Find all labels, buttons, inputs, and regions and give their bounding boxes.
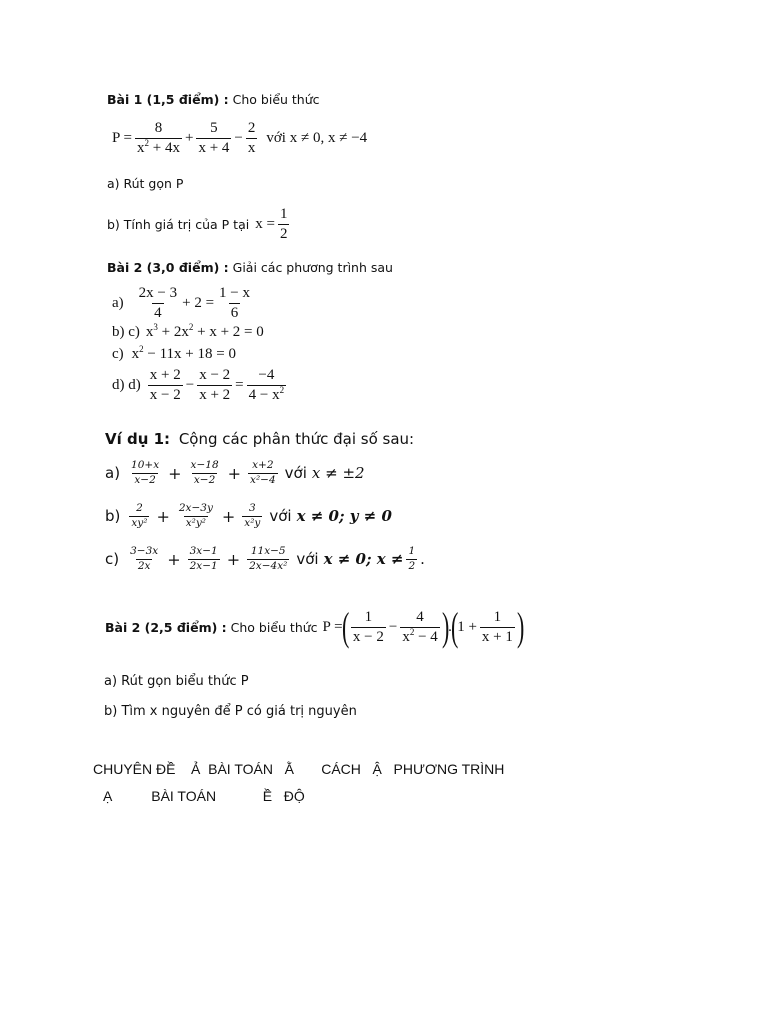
expr-condition: với x ≠ 0, x ≠ −4: [266, 129, 368, 146]
bai2b-heading: Bài 2 (2,5 điểm) :: [105, 619, 227, 635]
vidu-intro: Cộng các phân thức đại số sau:: [178, 430, 415, 448]
half-fraction: $\frac{1}{2}$: [279, 206, 288, 242]
minus-op: −: [234, 129, 243, 146]
bai1-intro: Cho biểu thức: [232, 92, 320, 107]
label: a): [112, 294, 124, 311]
bai2-eq-c: c) $x^2 - 11x + 18 = 0$: [112, 344, 236, 362]
bai2-eq-d: d) d) $\frac{x + 2}{x - 2}$ − $\frac{x - 2}{x + 2}$ = $\frac{-4}{4 - x^2}$: [112, 367, 285, 403]
vidu-item-c: c) $\frac{3-3x}{2x}$ + $\frac{3x-1}{2x-1}$ + $\frac{11x-5}{\text{2x−4x²}}$ với x ≠ 0; x ≠ $\frac{1}{2}$ .: [105, 545, 425, 572]
bai2b-intro: Cho biểu thức: [230, 619, 318, 635]
bai2-eq-a: a) $\frac{2x - 3}{4}$ + 2 = $\frac{1 - x}{6}$: [112, 285, 251, 321]
denominator: x: [247, 139, 256, 156]
footer-line-2: Ạ BÀI TOÁN Ề ĐỘ: [103, 788, 305, 804]
numerator: 8: [154, 120, 163, 136]
bai1-expression: [112, 120, 367, 156]
plus-op: +: [184, 129, 194, 146]
part-b-lhs: x =: [255, 215, 275, 232]
denominator: x + 4: [198, 139, 230, 156]
bai2-intro: Giải các phương trình sau: [232, 260, 393, 275]
bai1-part-b: [107, 206, 292, 242]
bai1-heading-line: [107, 92, 320, 107]
vidu-item-b: b) $\frac{2}{\text{xy²}}$ + $\frac{2x-3y}{\text{x²y²}}$ + $\frac{3}{\text{x²y}}$ với x ≠ 0; y ≠ 0: [105, 502, 392, 529]
bai1-part-a: a) Rút gọn P: [107, 176, 184, 191]
bai2-heading: Bài 2 (3,0 điểm) :: [107, 260, 229, 275]
denominator: $x^2 + 4x$: [137, 137, 180, 156]
vidu-heading: Ví dụ 1:: [105, 430, 171, 448]
part-b-text: b) Tính giá trị của P tại: [107, 216, 250, 232]
bai2b-heading-line: Bài 2 (2,5 điểm) : Cho biểu thức P = ( $\frac{1}{x - 2}$ − $\frac{4}{x^2 - 4}$ ) . ( 1 + $\frac{1}{x + 1}$ ): [105, 604, 525, 649]
bai2-heading-line: [107, 260, 393, 275]
bai2b-part-b: b) Tìm x nguyên để P có giá trị nguyên: [104, 704, 357, 719]
fraction-3: [246, 120, 258, 156]
footer-line-1: CHUYÊN ĐỀ Ả BÀI TOÁN Ằ CÁCH Ậ PHƯƠNG TRÌNH: [93, 761, 505, 777]
numerator: 5: [210, 120, 218, 136]
vidu-item-a: a) $\frac{10+x}{x-2}$ + $\frac{x-18}{x-2}$ + $\frac{x+2}{\text{x²−4}}$ với x ≠ ±2: [105, 459, 365, 486]
fraction-1: [135, 120, 182, 156]
fraction-2: [196, 120, 231, 156]
bai2b-part-a: a) Rút gọn biểu thức P: [104, 674, 249, 689]
bai1-heading: Bài 1 (1,5 điểm) :: [107, 92, 229, 107]
expr-lhs: P =: [112, 129, 132, 146]
bai2-eq-b: b) c) $x^3 + 2x^2 + x + 2 = 0$: [112, 322, 264, 340]
numerator: 2: [247, 120, 256, 136]
vidu-heading-line: [105, 430, 414, 448]
